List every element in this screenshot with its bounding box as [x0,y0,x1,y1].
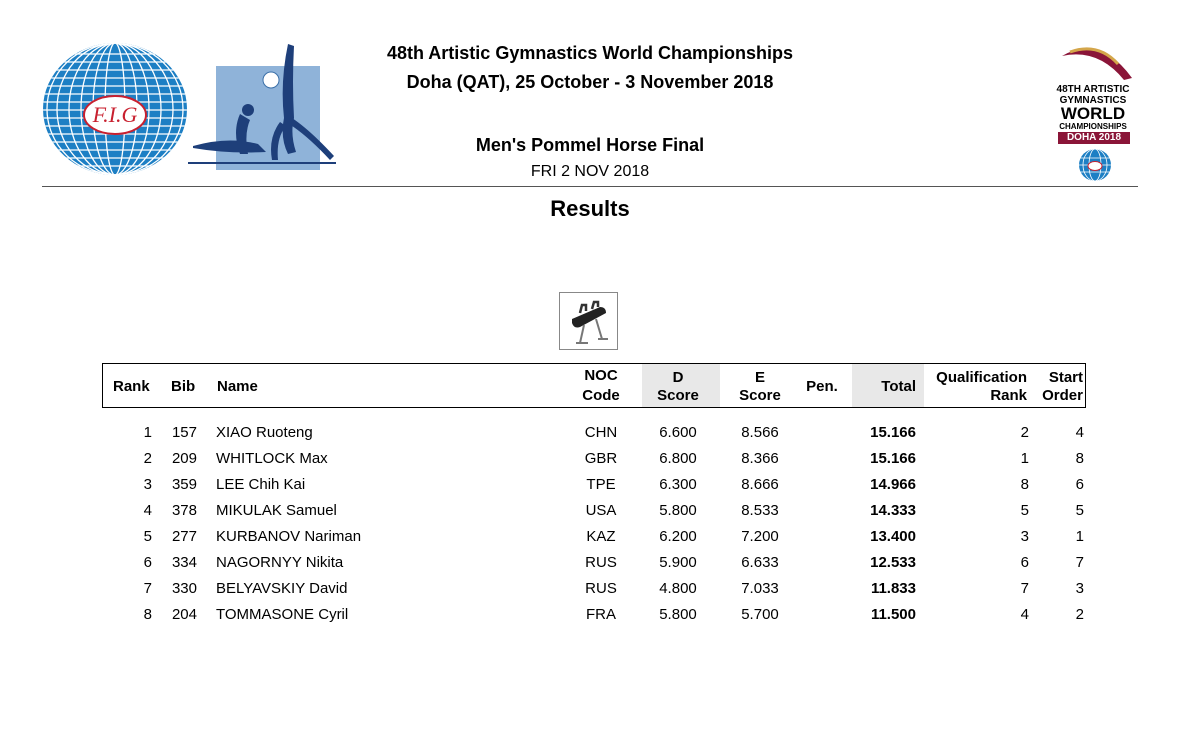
table-row [102,472,1086,498]
fig-small-globe-icon [1078,148,1112,182]
cell-name: MIKULAK Samuel [216,502,337,519]
table-row [102,498,1086,524]
cell-total: 12.533 [870,554,916,571]
cell-start-order: 1 [1075,528,1084,545]
cell-name: XIAO Ruoteng [216,424,313,441]
cell-d-score: 6.800 [659,450,697,467]
wc-logo-line5: DOHA 2018 [1058,132,1130,144]
cell-d-score: 5.900 [659,554,697,571]
wc-logo-line4: CHAMPIONSHIPS [1059,122,1127,131]
cell-name: KURBANOV Nariman [216,528,362,545]
cell-qual-rank: 4 [1020,606,1029,623]
col-start-line1: Start [1048,369,1083,386]
cell-start-order: 5 [1075,502,1084,519]
championship-title: 48th Artistic Gymnastics World Championships [386,43,794,63]
cell-noc: CHN [584,424,618,441]
col-bib: Bib [171,378,196,395]
cell-total: 14.333 [870,502,916,519]
cell-total: 15.166 [870,424,916,441]
cell-qual-rank: 1 [1020,450,1029,467]
col-noc-line1: NOC [584,367,618,384]
cell-noc: TPE [586,476,616,493]
cell-bib: 157 [171,424,197,441]
cell-start-order: 3 [1075,580,1084,597]
cell-noc: RUS [585,580,617,597]
cell-rank: 4 [143,502,152,519]
cell-noc: RUS [585,554,617,571]
col-name: Name [217,378,258,395]
championship-venue-dates: Doha (QAT), 25 October - 3 November 2018 [406,72,774,92]
artistic-gymnastics-logo [188,42,336,180]
cell-d-score: 6.300 [659,476,697,493]
cell-bib: 209 [171,450,197,467]
cell-rank: 7 [143,580,152,597]
fig-logo-text: F.I.G [92,102,138,127]
results-heading: Results [550,196,630,221]
doha-2018-logo [1052,40,1142,185]
event-title: Men's Pommel Horse Final [475,135,705,155]
cell-noc: USA [585,502,617,519]
cell-noc: FRA [586,606,616,623]
cell-bib: 330 [171,580,197,597]
cell-bib: 204 [171,606,197,623]
table-row [102,524,1086,550]
cell-name: NAGORNYY Nikita [216,554,344,571]
table-row [102,550,1086,576]
col-e-line2: Score [739,387,781,404]
wc-logo-line1: 48TH ARTISTIC [1056,84,1130,95]
pommel-horse-icon [559,292,618,350]
cell-rank: 5 [143,528,152,545]
col-e-line1: E [754,369,765,386]
wc-logo-line3: WORLD [1060,104,1126,123]
event-date: FRI 2 NOV 2018 [530,163,650,180]
cell-e-score: 8.366 [741,450,779,467]
col-d-line2: Score [657,387,699,404]
cell-qual-rank: 7 [1020,580,1029,597]
cell-qual-rank: 3 [1020,528,1029,545]
cell-name: TOMMASONE Cyril [216,606,349,623]
cell-e-score: 5.700 [741,606,779,623]
cell-bib: 378 [171,502,197,519]
cell-name: LEE Chih Kai [216,476,306,493]
header-divider [42,186,1138,187]
col-start-line2: Order [1042,387,1083,404]
cell-qual-rank: 5 [1020,502,1029,519]
cell-d-score: 5.800 [659,502,697,519]
cell-start-order: 4 [1075,424,1084,441]
cell-e-score: 8.533 [741,502,779,519]
cell-noc: KAZ [586,528,616,545]
fig-logo [42,42,188,176]
cell-bib: 334 [171,554,197,571]
cell-e-score: 8.666 [741,476,779,493]
col-total: Total [881,378,916,395]
cell-total: 11.833 [870,580,916,597]
cell-start-order: 6 [1075,476,1084,493]
cell-e-score: 6.633 [741,554,779,571]
table-row [102,602,1086,628]
col-noc-line2: Code [582,387,620,404]
cell-rank: 1 [143,424,152,441]
cell-qual-rank: 2 [1020,424,1029,441]
cell-total: 11.500 [870,606,916,623]
cell-noc: GBR [584,450,618,467]
col-d-line1: D [672,369,684,386]
wc-logo-line2: GYMNASTICS [1059,95,1127,106]
table-row [102,446,1086,472]
col-rank: Rank [113,378,150,395]
table-row [102,420,1086,446]
cell-d-score: 6.600 [659,424,697,441]
cell-d-score: 4.800 [659,580,697,597]
cell-name: WHITLOCK Max [216,450,328,467]
cell-d-score: 5.800 [659,606,697,623]
cell-start-order: 7 [1075,554,1084,571]
col-qual-line2: Rank [990,387,1027,404]
cell-qual-rank: 8 [1020,476,1029,493]
col-qual-line1: Qualification [936,369,1027,386]
cell-rank: 3 [143,476,152,493]
cell-start-order: 8 [1075,450,1084,467]
cell-qual-rank: 6 [1020,554,1029,571]
cell-e-score: 7.200 [741,528,779,545]
cell-name: BELYAVSKIY David [216,580,348,597]
cell-start-order: 2 [1075,606,1084,623]
cell-rank: 6 [143,554,152,571]
table-row [102,576,1086,602]
cell-rank: 8 [143,606,152,623]
cell-bib: 277 [171,528,197,545]
cell-bib: 359 [171,476,197,493]
cell-rank: 2 [143,450,152,467]
cell-total: 13.400 [870,528,916,545]
cell-d-score: 6.200 [659,528,697,545]
cell-e-score: 8.566 [741,424,779,441]
cell-total: 15.166 [870,450,916,467]
cell-total: 14.966 [870,476,916,493]
col-pen: Pen. [806,378,838,395]
cell-e-score: 7.033 [741,580,779,597]
